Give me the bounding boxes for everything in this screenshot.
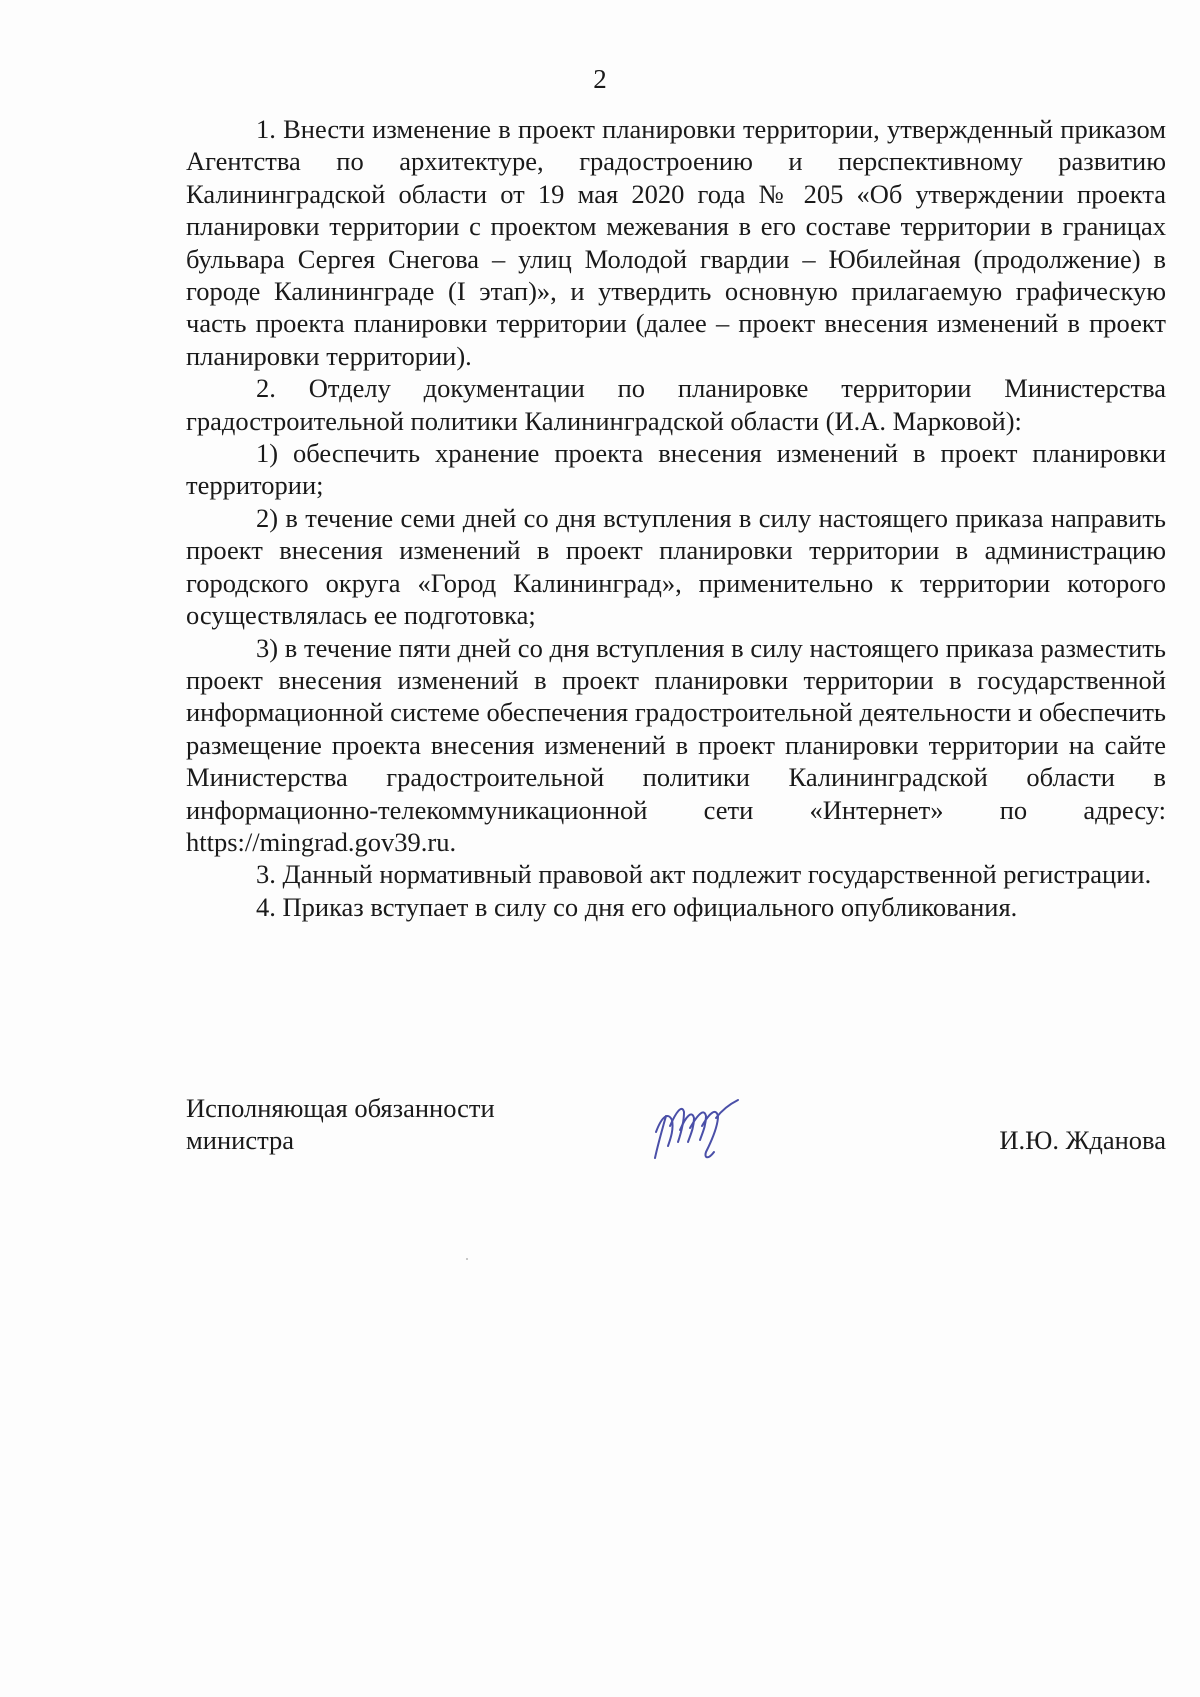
paragraph-1: 1. Внести изменение в проект планировки территории, утвержденный приказом Агентства по архитектуре, градостроению и перспективному развитию Калининградской области от 19 мая 2020 года № 205 «Об утверждении проекта планировки территории с проектом межевания в его составе территории в границах бульвара Сергея Снегова – улиц Молодой гвардии – Юбилейная (продолжение) в городе Калининграде (I этап)», и утвердить основную прилагаемую графическую часть проекта планировки территории (далее – проект внесения изменений в проект планировки территории). — [186, 114, 1166, 371]
scan-speck — [466, 1258, 468, 1260]
paragraph-2-item-3: 3) в течение пяти дней со дня вступления в силу настоящего приказа разместить проект внесения изменений в проект планировки территории в государственной информационной системе обеспечения градостроительной деятельности и обеспечить размещение проекта внесения изменений в проект планировки территории на сайте Министерства градостроительной политики Калининградской области в информационно-телекоммуникационной сети «Интернет» по адресу: https://mingrad.gov39.ru. — [186, 632, 1166, 857]
handwritten-signature — [646, 1086, 756, 1166]
paragraph-2-item-1: 1) обеспечить хранение проекта внесения изменений в проект планировки территории; — [186, 438, 1166, 501]
signatory-position-line-2: министра — [186, 1125, 294, 1155]
signature-block — [186, 1092, 1166, 1172]
document-body — [186, 113, 1166, 923]
signatory-position — [186, 1092, 495, 1156]
paragraph-3: 3. Данный нормативный правовой акт подлежит государственной регистрации. — [256, 859, 1152, 890]
paragraph-2: 2. Отделу документации по планировке территории Министерства градостроительной политики Калининградской области (И.А. Марковой): — [186, 373, 1166, 436]
paragraph-2-item-2: 2) в течение семи дней со дня вступления в силу настоящего приказа направить проект внесения изменений в проект планировки территории в администрацию городского округа «Город Калининград», применительно к территории которого осуществлялась ее подготовка; — [186, 502, 1166, 631]
page-number: 2 — [593, 64, 607, 94]
paragraph-4: 4. Приказ вступает в силу со дня его официального опубликования. — [256, 891, 1018, 922]
signatory-position-line-1: Исполняющая обязанности — [186, 1093, 495, 1123]
signatory-name: И.Ю. Жданова — [999, 1125, 1166, 1155]
